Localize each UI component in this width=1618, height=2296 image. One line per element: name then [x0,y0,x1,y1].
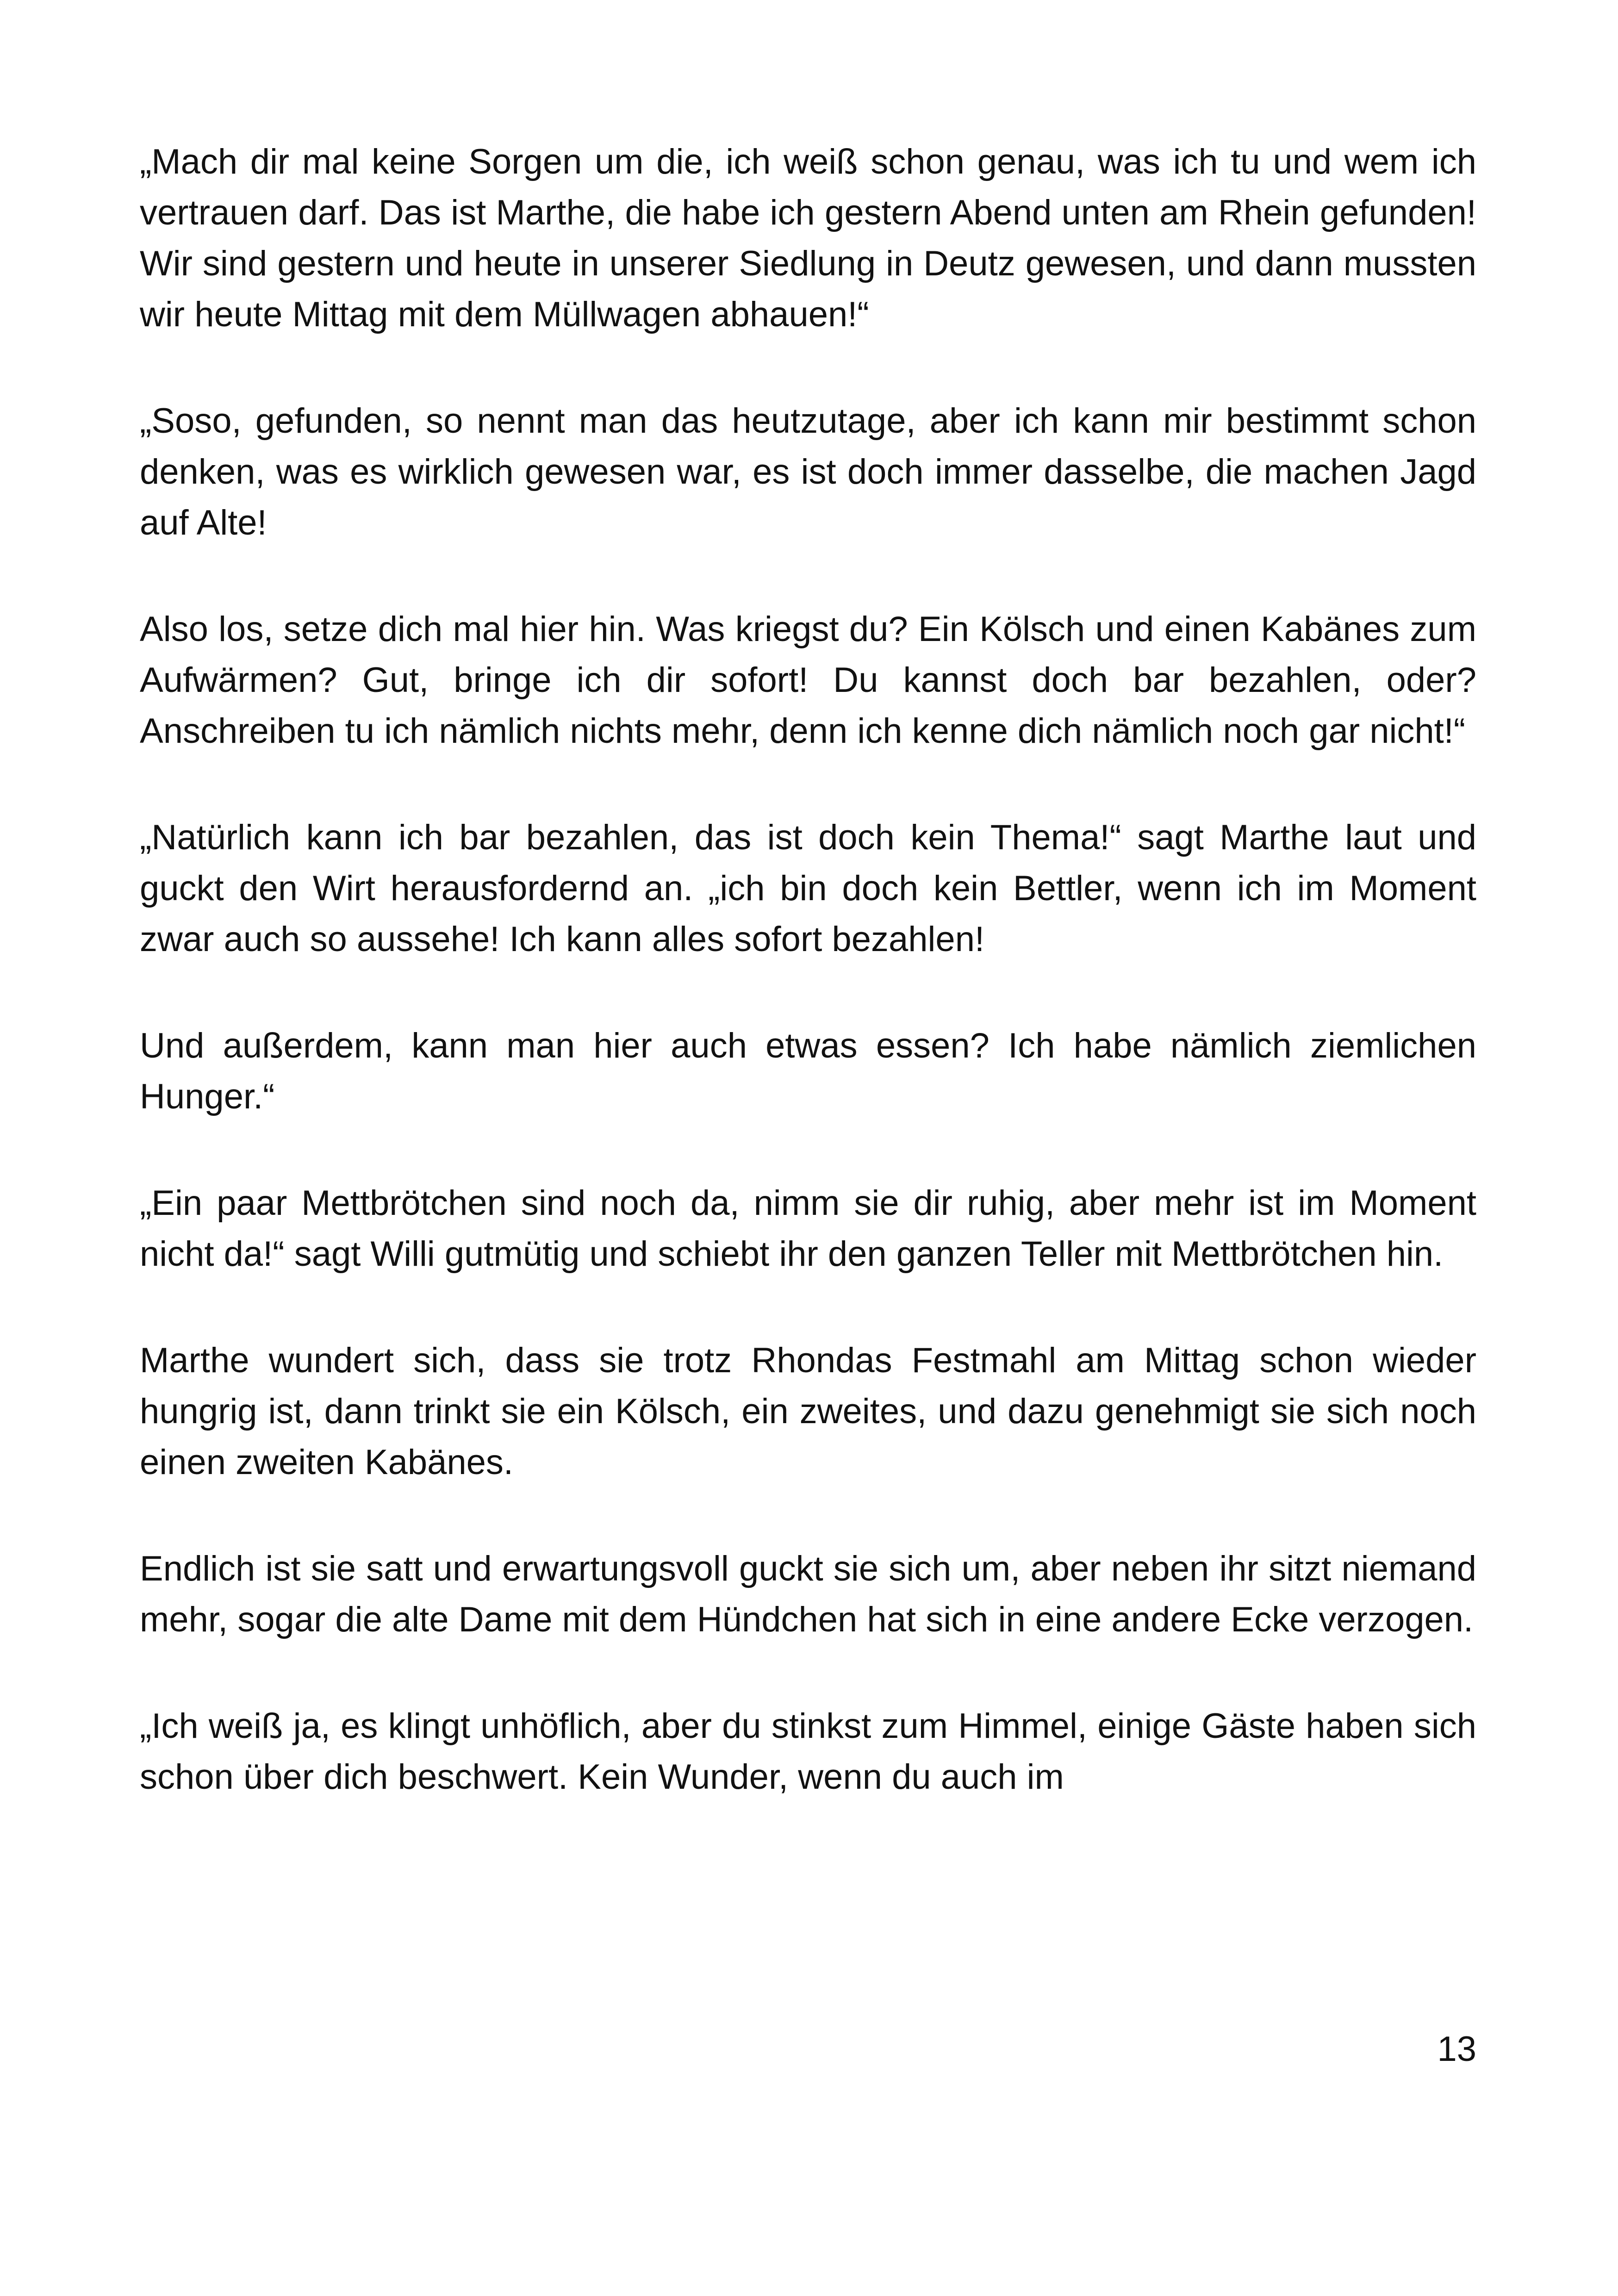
paragraph-1: „Mach dir mal keine Sorgen um die, ich weiß schon genau, was ich tu und wem ich vertrauen darf. Das ist Marthe, die habe ich gestern Abend unten am Rhein gefunden! Wir sind gestern und heute in unserer Siedlung in Deutz gewesen, und dann mussten wir heute Mittag mit dem Müllwagen abhauen!“ [140,142,1476,334]
paragraph-2: „Soso, gefunden, so nennt man das heutzutage, aber ich kann mir bestimmt schon denken, was es wirklich gewesen war, es ist doch immer dasselbe, die machen Jagd auf Alte! [140,401,1476,542]
paragraph-5: Und außerdem, kann man hier auch etwas essen? Ich habe nämlich ziemlichen Hunger.“ [140,1026,1476,1116]
paragraph-4: „Natürlich kann ich bar bezahlen, das ist doch kein Thema!“ sagt Marthe laut und guckt den Wirt herausfordernd an. „ich bin doch kein Bettler, wenn ich im Moment zwar auch so aussehe! Ich kann alles sofort bezahlen! [140,818,1476,959]
paragraph-6: „Ein paar Mettbrötchen sind noch da, nimm sie dir ruhig, aber mehr ist im Moment nicht da!“ sagt Willi gutmütig und schiebt ihr den ganzen Teller mit Mettbrötchen hin. [140,1183,1476,1274]
paragraph-3: Also los, setze dich mal hier hin. Was kriegst du? Ein Kölsch und einen Kabänes zum Aufwärmen? Gut, bringe ich dir sofort! Du kannst doch bar bezahlen, oder? Anschreiben tu ich nämlich nichts mehr, denn ich kenne dich nämlich noch gar nicht!“ [140,610,1476,751]
body-text [140,137,1476,1857]
paragraph-7: Marthe wundert sich, dass sie trotz Rhondas Festmahl am Mittag schon wieder hungrig ist, dann trinkt sie ein Kölsch, ein zweites, und dazu genehmigt sie sich noch einen zweiten Kabänes. [140,1341,1476,1482]
page-number: 13 [1437,2029,1476,2069]
paragraph-9: „Ich weiß ja, es klingt unhöflich, aber du stinkst zum Himmel, einige Gäste haben sich schon über dich beschwert. Kein Wunder, wenn du auch im [140,1706,1476,1797]
paragraph-8: Endlich ist sie satt und erwartungsvoll guckt sie sich um, aber neben ihr sitzt niemand mehr, sogar die alte Dame mit dem Hündchen hat sich in eine andere Ecke verzogen. [140,1549,1476,1639]
